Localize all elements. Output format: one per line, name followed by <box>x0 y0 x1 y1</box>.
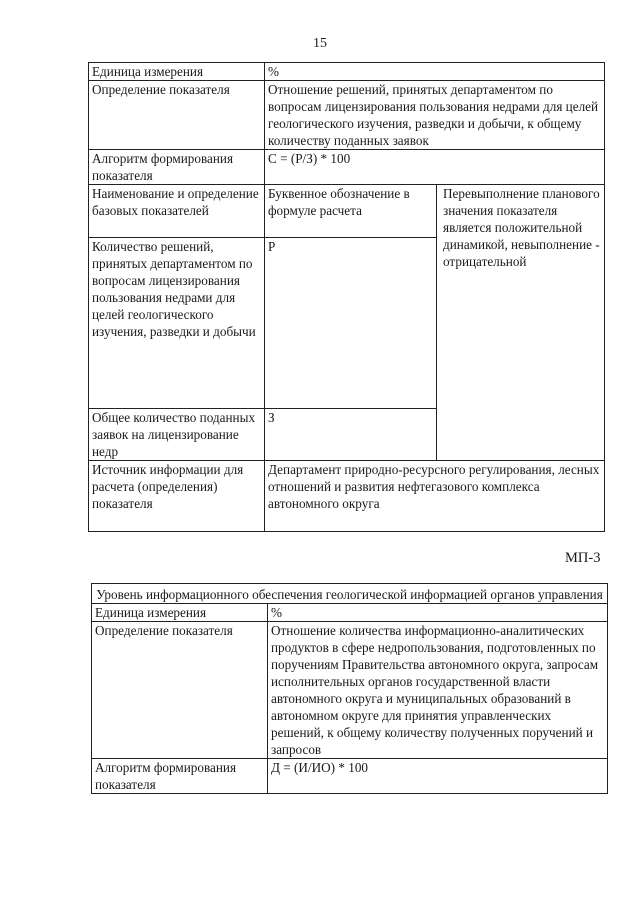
table-row <box>89 81 605 150</box>
algorithm-value: С = (Р/З) * 100 <box>265 150 605 185</box>
algorithm-label: Алгоритм формирования показателя <box>92 759 268 794</box>
unit-label: Единица измерения <box>92 604 268 622</box>
unit-value: % <box>265 63 605 81</box>
base-header-name: Наименование и определение базовых показателей <box>89 185 265 238</box>
evaluation-note: Перевыполнение планового значения показателя является положительной динамикой, невыполнение - отрицательной <box>437 185 605 461</box>
source-label: Источник информации для расчета (определения) показателя <box>89 461 265 532</box>
unit-value: % <box>268 604 608 622</box>
base-row-name: Общее количество поданных заявок на лицензирование недр <box>89 409 265 461</box>
table-row <box>92 622 608 759</box>
mp3-label: МП-3 <box>565 550 601 566</box>
table-row <box>92 759 608 794</box>
source-value: Департамент природно-ресурсного регулирования, лесных отношений и развития нефтегазового комплекса автономного округа <box>265 461 605 532</box>
table-title: Уровень информационного обеспечения геологической информацией органов управления <box>92 584 608 604</box>
definition-label: Определение показателя <box>92 622 268 759</box>
table-row <box>89 150 605 185</box>
definition-value: Отношение решений, принятых департаментом по вопросам лицензирования пользования недрами для целей геологического изучения, разведки и добычи, к общему количеству поданных заявок <box>265 81 605 150</box>
algorithm-value: Д = (И/ИО) * 100 <box>268 759 608 794</box>
base-row-name: Количество решений, принятых департаментом по вопросам лицензирования пользования недрами для целей геологического изучения, разведки и добычи <box>89 238 265 409</box>
base-header-symbol: Буквенное обозначение в формуле расчета <box>265 185 437 238</box>
definition-label: Определение показателя <box>89 81 265 150</box>
base-row-symbol: З <box>265 409 437 461</box>
definition-value: Отношение количества информационно-аналитических продуктов в сфере недропользования, подготовленных по поручениям Правительства автономного округа, запросам исполнительных органов государственной власти автономного округа и муниципальных образований в автономном округе для принятия управленческих решений, к общему количеству полученных поручений и запросов <box>268 622 608 759</box>
table-row <box>92 604 608 622</box>
table-row <box>92 584 608 604</box>
base-row-symbol: Р <box>265 238 437 409</box>
table-row <box>89 185 605 238</box>
indicator-table-1 <box>88 62 605 532</box>
table-row <box>89 461 605 532</box>
page-number: 15 <box>313 36 327 51</box>
unit-label: Единица измерения <box>89 63 265 81</box>
table-row <box>89 63 605 81</box>
indicator-table-2 <box>91 583 608 794</box>
algorithm-label: Алгоритм формирования показателя <box>89 150 265 185</box>
